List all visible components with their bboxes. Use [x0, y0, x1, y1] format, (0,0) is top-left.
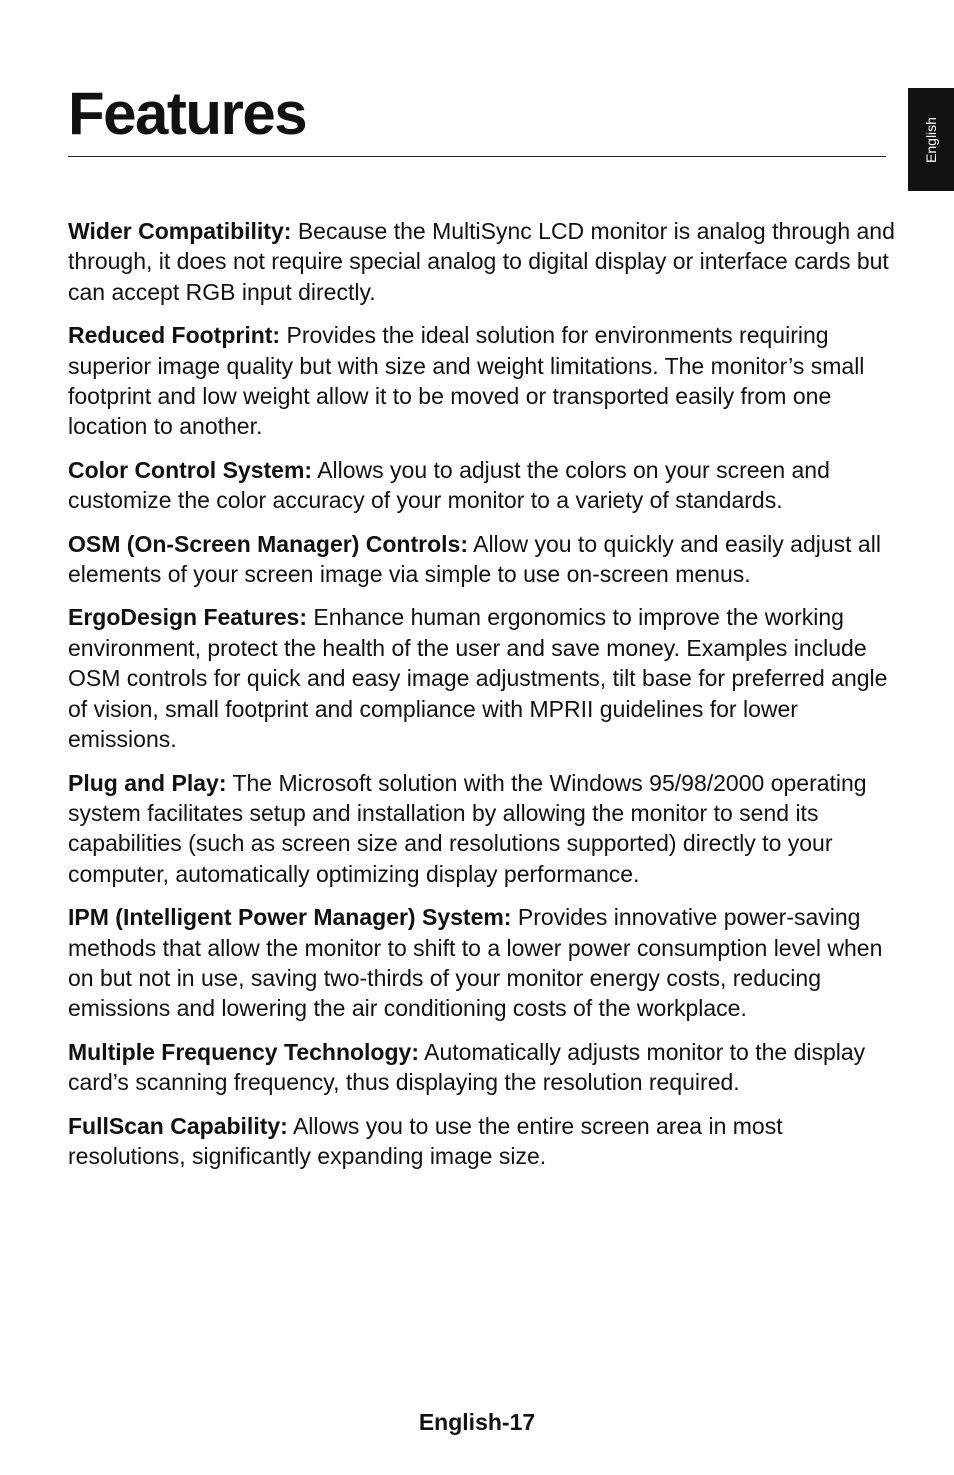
feature-term: FullScan Capability: [68, 1112, 288, 1139]
feature-description: Allows you to adjust the colors on your screen and customize the color accuracy of your monitor to a variety of standards. [68, 456, 830, 514]
feature-description: The Microsoft solution with the Windows 95/98/2000 operating system facilitates setup and installation by allowing the monitor to send its capabilities (such as screen size and resolutions supported) directly to your computer, automatically optimizing display performance. [68, 769, 867, 887]
feature-term: ErgoDesign Features: [68, 604, 307, 631]
feature-description: Automatically adjusts monitor to the display card’s scanning frequency, thus displaying the resolution required. [68, 1038, 866, 1096]
feature-item [68, 768, 898, 890]
feature-term: Wider Compatibility: [68, 218, 292, 244]
feature-item [68, 320, 898, 442]
feature-item [68, 1037, 898, 1098]
feature-item [68, 216, 898, 307]
features-list [68, 216, 898, 1184]
feature-description: Because the MultiSync LCD monitor is analog through and through, it does not require special analog to digital display or interface cards but can accept RGB input directly. [68, 218, 895, 305]
language-tab [908, 88, 954, 191]
feature-description: Enhance human ergonomics to improve the working environment, protect the health of the user and save money. Examples include OSM controls for quick and easy image adjustments, tilt base for preferred angle of vision, small footprint and compliance with MPRII guidelines for lower emissions. [68, 604, 888, 753]
feature-description: Provides innovative power-saving methods that allow the monitor to shift to a lower power consumption level when on but not in use, saving two-thirds of your monitor energy costs, reducing emissions and lowering the air conditioning costs of the workplace. [68, 904, 883, 1022]
feature-term: Reduced Footprint: [68, 322, 281, 349]
feature-term: Plug and Play: [68, 769, 227, 796]
feature-item [68, 529, 898, 590]
feature-item [68, 602, 898, 754]
feature-item [68, 455, 898, 516]
feature-item [68, 1111, 898, 1172]
feature-term: OSM (On-Screen Manager) Controls: [68, 530, 468, 557]
page-title: Features [68, 80, 307, 147]
language-tab-label: English [923, 116, 939, 163]
feature-description: Provides the ideal solution for environments requiring superior image quality but with size and weight limitations. The monitor’s small footprint and low weight allow it to be moved or transported easily from one location to another. [68, 322, 865, 440]
feature-description: Allow you to quickly and easily adjust all elements of your screen image via simple to use on-screen menus. [68, 530, 881, 588]
page-number: English-17 [418, 1409, 536, 1435]
feature-term: Color Control System: [68, 456, 313, 483]
feature-term: IPM (Intelligent Power Manager) System: [68, 904, 512, 931]
feature-item [68, 902, 898, 1024]
feature-description: Allows you to use the entire screen area in most resolutions, significantly expanding image size. [68, 1112, 783, 1169]
title-divider [68, 156, 886, 157]
feature-term: Multiple Frequency Technology: [68, 1038, 419, 1065]
